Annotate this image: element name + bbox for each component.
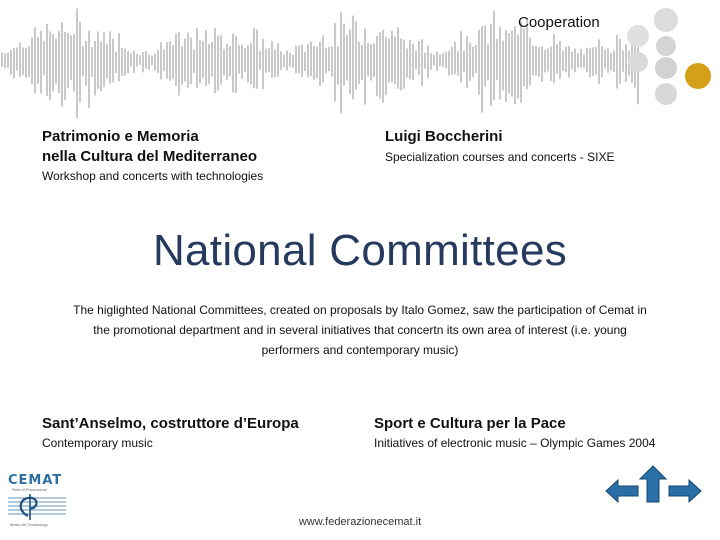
description-line: performers and contemporary music) [261,343,459,357]
description-line: the promotional department and in several initiatives that concertn its own area of interest (i.e. young [93,323,627,337]
logo-tagline: Music Art Technology [10,522,48,527]
circle-accent [685,63,711,89]
project-subtitle: Initiatives of electronic music – Olympic Games 2004 [374,436,656,450]
footer-url[interactable]: www.federazionecemat.it [298,516,422,528]
project-boccherini [385,127,614,164]
circle-gray [654,8,678,32]
project-title: Patrimonio e Memoria [42,128,199,145]
circles-decoration [618,4,718,108]
circle-gray [656,36,676,56]
description [40,300,680,360]
project-subtitle: Contemporary music [42,436,153,450]
project-sport [374,414,655,450]
page-title: National Committees [152,226,568,275]
cooperation-link[interactable]: Cooperation [518,14,600,31]
description-line: The higlighted National Committees, created on proposals by Italo Gomez, saw the participation of Cemat in [73,303,647,317]
project-title: Sport e Cultura per la Pace [374,415,566,432]
project-santanselmo [42,414,299,450]
project-subtitle: Specialization courses and concerts - SIXE [385,150,615,164]
arrow-left-icon[interactable] [604,478,640,504]
arrow-up-icon[interactable] [638,464,668,504]
arrow-right-icon[interactable] [667,478,703,504]
circle-gray [627,25,649,47]
project-title: nella Cultura del Mediterraneo [42,148,258,165]
project-subtitle: Workshop and concerts with technologies [42,169,264,183]
project-patrimonio [42,127,263,183]
project-title: Sant’Anselmo, costruttore d’Europa [42,415,299,432]
circle-gray [628,52,648,72]
circle-gray [655,57,677,79]
logo-tagline: Rete di Promozione [12,487,48,492]
project-title: Luigi Boccherini [385,128,503,145]
logo-name: CEMAT [8,473,63,488]
circle-gray [655,83,677,105]
